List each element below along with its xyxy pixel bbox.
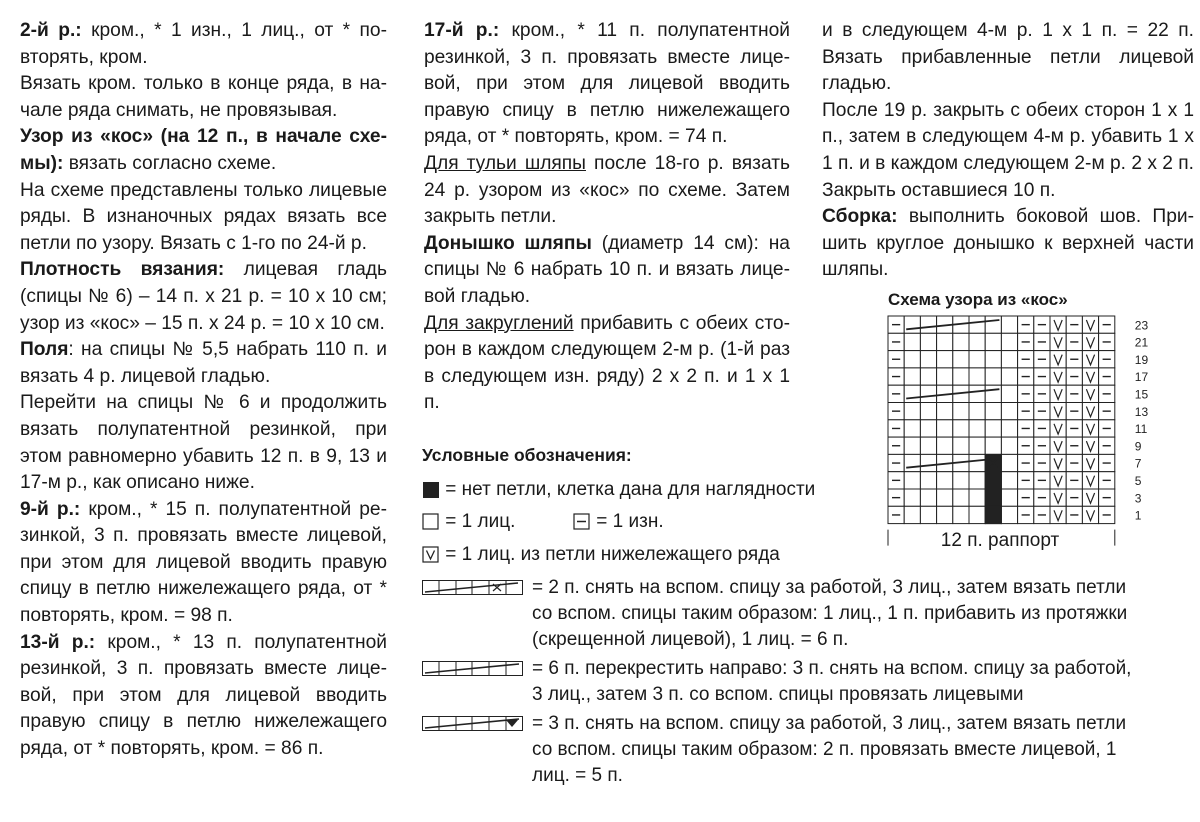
black-square-icon: [422, 481, 440, 499]
chart-cell: [920, 454, 936, 471]
no-stitch-cell: [985, 506, 1001, 523]
chart-cell: [953, 333, 969, 350]
row-13-paragraph: [20, 630, 387, 763]
chart-cell: [937, 368, 953, 385]
chart-cell: [985, 316, 1001, 333]
chart-cell: [953, 420, 969, 437]
decreases-paragraph: После 19 р. закрыть с обеих сторон 1 х 1 п., затем в следующем 4-м р. убавить 1 х 1 п. и в каждом следующем 2-м р. 2 х 2 п. Закрыть оставшиеся 10 п.: [822, 99, 1194, 201]
cable-increase-icon: [422, 580, 530, 596]
legend-no-stitch-text: = нет петли, клетка дана для наглядности: [445, 479, 816, 500]
legend-purl-text: = 1 изн.: [596, 511, 664, 532]
chart-cell: [920, 368, 936, 385]
chart-cell: [920, 403, 936, 420]
chart-cell: [985, 333, 1001, 350]
legend-knit-below: [422, 542, 780, 568]
legend-cable-increase-text: = 2 п. снять на вспом. спицу за работой, 3 лиц., затем вязать петли со вспом. спицы таким образом: 1 лиц., 1 п. прибавить из протяжки (скрещенной лицевой), 1 лиц. = 6 п.: [532, 577, 1128, 650]
row-number: 3: [1134, 491, 1142, 506]
chart-cell: [904, 333, 920, 350]
chart-cell: [985, 420, 1001, 437]
chart-cell: [937, 489, 953, 506]
chart-cell: [969, 333, 985, 350]
chart-cell: [953, 351, 969, 368]
increases-continued: и в следующем 4-м р. 1 х 1 п. = 22 п. Вязать прибавленные петли лицевой гладью.: [822, 20, 1194, 95]
rounding-heading: Для закруглений: [424, 312, 574, 334]
chart-cell: [1001, 489, 1017, 506]
chart-cell: [920, 506, 936, 523]
row-13-heading: 13-й р.:: [20, 631, 96, 653]
chart-cell: [969, 454, 985, 471]
chart-cell: [920, 333, 936, 350]
chart-cell: [1001, 403, 1017, 420]
chart-cell: [920, 385, 936, 402]
chart-cell: [920, 316, 936, 333]
chart-cell: [904, 506, 920, 523]
rounding-text: прибавить с обеих сторон в каждом следующем 2-м р. (1-й раз в следующем изн. ряду) 2 х 2 п. и 1 х 1 п.: [424, 312, 790, 414]
chart-cell: [937, 403, 953, 420]
chart-cell: [920, 489, 936, 506]
chart-cell: [1001, 472, 1017, 489]
row-17-heading: 17-й р.:: [424, 20, 500, 41]
cable-pattern-text: вязать согласно схеме.: [63, 152, 277, 174]
hat-bottom-paragraph: [424, 231, 790, 311]
chart-cell: [953, 368, 969, 385]
chart-cell: [937, 506, 953, 523]
legend-cable-6-text: = 6 п. перекрестить направо: 3 п. снять на вспом. спицу за работой, 3 лиц., затем 3 п. со вспом. спицы провязать лицевыми: [532, 658, 1132, 705]
chart-cell: [904, 385, 920, 402]
row-number: 1: [1134, 508, 1142, 523]
legend-cable-6: [422, 656, 1142, 708]
hat-bottom-text: (диаметр 14 см): на спицы № 6 набрать 10 п. и вязать лицевой гладью.: [424, 232, 790, 307]
row-number: 13: [1134, 404, 1149, 419]
cable-pattern-paragraph: [20, 124, 387, 177]
crown-text: после 18-го р. вязать 24 р. узором из «кос» по схеме. Затем закрыть петли.: [424, 152, 790, 228]
column-2: [424, 18, 790, 417]
row-number: 15: [1134, 387, 1149, 402]
row-17-paragraph: [424, 18, 790, 151]
row-17-text: кром., * 11 п. полупатентной резинкой, 3 п. провязать вместе лицевой, при этом для лицевой вводить правую спицу в петлю нижележащего ряда, от * повторять, кром. = 74 п.: [424, 20, 790, 148]
chart-cell: [937, 333, 953, 350]
chart-cell: [1001, 351, 1017, 368]
rounding-paragraph: [424, 311, 790, 417]
chart-cell: [985, 368, 1001, 385]
chart-cell: [937, 351, 953, 368]
needles-change-note: Перейти на спицы № 6 и продолжить вязать полупатентной резинкой, при этом равномерно убавить 12 п. в 9, 13 и 17-м р., как описано ниже.: [20, 392, 387, 494]
v-square-icon: [422, 546, 440, 564]
row-9-paragraph: [20, 497, 387, 630]
chart-cell: [904, 403, 920, 420]
chart-cell: [904, 472, 920, 489]
assembly-text: выполнить боковой шов. Пришить круглое донышко к верхней части шляпы.: [822, 206, 1194, 281]
edge-stitch-note: Вязать кром. только в конце ряда, в начале ряда снимать, не провязывая.: [20, 73, 387, 121]
chart-cell: [985, 437, 1001, 454]
cable-decrease-icon: [422, 716, 530, 732]
row-number: 21: [1134, 335, 1149, 350]
legend-no-stitch: [422, 477, 815, 503]
chart-cell: [920, 472, 936, 489]
legend-cable-decrease-text: = 3 п. снять на вспом. спицу за работой, 3 лиц., затем вязать петли со вспом. спицы таким образом: 2 п. провязать вместе лицевой, 1 лиц. = 5 п.: [532, 713, 1127, 786]
chart-cell: [969, 437, 985, 454]
brim-heading: Поля: [20, 339, 69, 361]
row-9-text: кром., * 15 п. полупатентной резинкой, 3 п. провязать вместе лицевой, при этом для лицевой вводить правую спицу в петлю нижележащего ряда, от * повторять, кром. = 98 п.: [20, 498, 387, 627]
chart-cell: [953, 437, 969, 454]
brim-text: : на спицы № 5,5 набрать 110 п. и вязать 4 р. лицевой гладью.: [20, 339, 387, 387]
cable-right-cross-icon: [422, 661, 530, 677]
chart-cell: [1001, 420, 1017, 437]
legend-cable-increase: [422, 575, 1142, 653]
dash-square-icon: [573, 513, 591, 531]
chart-cell: [1001, 506, 1017, 523]
chart-cell: [969, 316, 985, 333]
legend-purl: [573, 509, 664, 535]
row-number: 17: [1134, 370, 1149, 385]
row-9-heading: 9-й р.:: [20, 498, 81, 520]
chart-cell: [985, 351, 1001, 368]
row-number: 7: [1134, 456, 1142, 471]
chart-cell: [937, 437, 953, 454]
assembly-paragraph: [822, 204, 1194, 284]
row-2-text: кром., * 1 изн., 1 лиц., от * повторять, кром.: [20, 20, 387, 68]
crown-paragraph: [424, 151, 790, 231]
chart-cell: [953, 472, 969, 489]
chart-cell: [1001, 316, 1017, 333]
chart-cell: [937, 420, 953, 437]
cable-chart: [885, 313, 1185, 563]
chart-cell: [904, 420, 920, 437]
chart-cell: [920, 437, 936, 454]
chart-note: На схеме представлены только лицевые ряды. В изнаночных рядах вязать все петли по узору. Вязать с 1-го по 24-й р.: [20, 179, 387, 254]
chart-cell: [920, 420, 936, 437]
cable-pattern-heading: Узор из «кос» (на 12 п., в начале схемы):: [20, 126, 387, 174]
chart-cell: [1001, 368, 1017, 385]
chart-cell: [985, 385, 1001, 402]
legend-cable-decrease: [422, 711, 1142, 789]
chart-cell: [904, 454, 920, 471]
chart-cell: [1001, 385, 1017, 402]
brim-paragraph: [20, 337, 387, 390]
chart-cell: [904, 437, 920, 454]
legend-title: Условные обозначения:: [422, 445, 632, 465]
column-3: [822, 18, 1194, 284]
column-1: [20, 18, 387, 763]
assembly-heading: Сборка:: [822, 206, 898, 228]
row-2-heading: 2-й р.:: [20, 20, 82, 41]
gauge-text: лицевая гладь (спицы № 6) – 14 п. х 21 р. = 10 х 10 см; узор из «кос» – 15 п. х 24 р. = 10 х 10 см.: [20, 259, 387, 334]
chart-cell: [937, 472, 953, 489]
crown-heading: Для тульи шляпы: [424, 152, 586, 174]
chart-title: Схема узора из «кос»: [888, 290, 1068, 309]
empty-square-icon: [422, 513, 440, 531]
legend-knit-below-text: = 1 лиц. из петли нижележащего ряда: [445, 544, 780, 565]
chart-cell: [953, 506, 969, 523]
chart-cell: [969, 506, 985, 523]
chart-cell: [904, 316, 920, 333]
no-stitch-cell: [985, 489, 1001, 506]
legend-knit-text: = 1 лиц.: [445, 511, 516, 532]
hat-bottom-heading: Донышко шляпы: [424, 232, 592, 254]
chart-cell: [985, 403, 1001, 420]
row-number: 23: [1134, 318, 1149, 333]
chart-cell: [904, 351, 920, 368]
chart-cell: [920, 351, 936, 368]
chart-cell: [904, 368, 920, 385]
chart-cell: [969, 385, 985, 402]
row-number: 9: [1134, 439, 1142, 454]
row-number: 11: [1134, 422, 1148, 437]
row-number: 5: [1134, 474, 1142, 488]
chart-cell: [953, 403, 969, 420]
chart-cell: [969, 472, 985, 489]
repeat-label: 12 п. раппорт: [940, 530, 1060, 551]
chart-cell: [1001, 437, 1017, 454]
chart-cell: [1001, 333, 1017, 350]
chart-cell: [969, 351, 985, 368]
row-number: 19: [1134, 352, 1149, 367]
no-stitch-cell: [985, 472, 1001, 489]
row-2-paragraph: [20, 18, 387, 71]
chart-cell: [969, 368, 985, 385]
chart-cell: [1001, 454, 1017, 471]
chart-cell: [904, 489, 920, 506]
chart-cell: [969, 403, 985, 420]
gauge-heading: Плотность вязания:: [20, 259, 225, 281]
chart-cell: [969, 489, 985, 506]
legend-knit: [422, 509, 515, 535]
row-13-text: кром., * 13 п. полупатентной резинкой, 3 п. провязать вместе лицевой, при этом для лицевой вводить правую спицу в петлю нижележащего ряда, от * повторять, кром. = 86 п.: [20, 631, 387, 760]
chart-cell: [953, 489, 969, 506]
chart-cell: [969, 420, 985, 437]
gauge-paragraph: [20, 257, 387, 337]
